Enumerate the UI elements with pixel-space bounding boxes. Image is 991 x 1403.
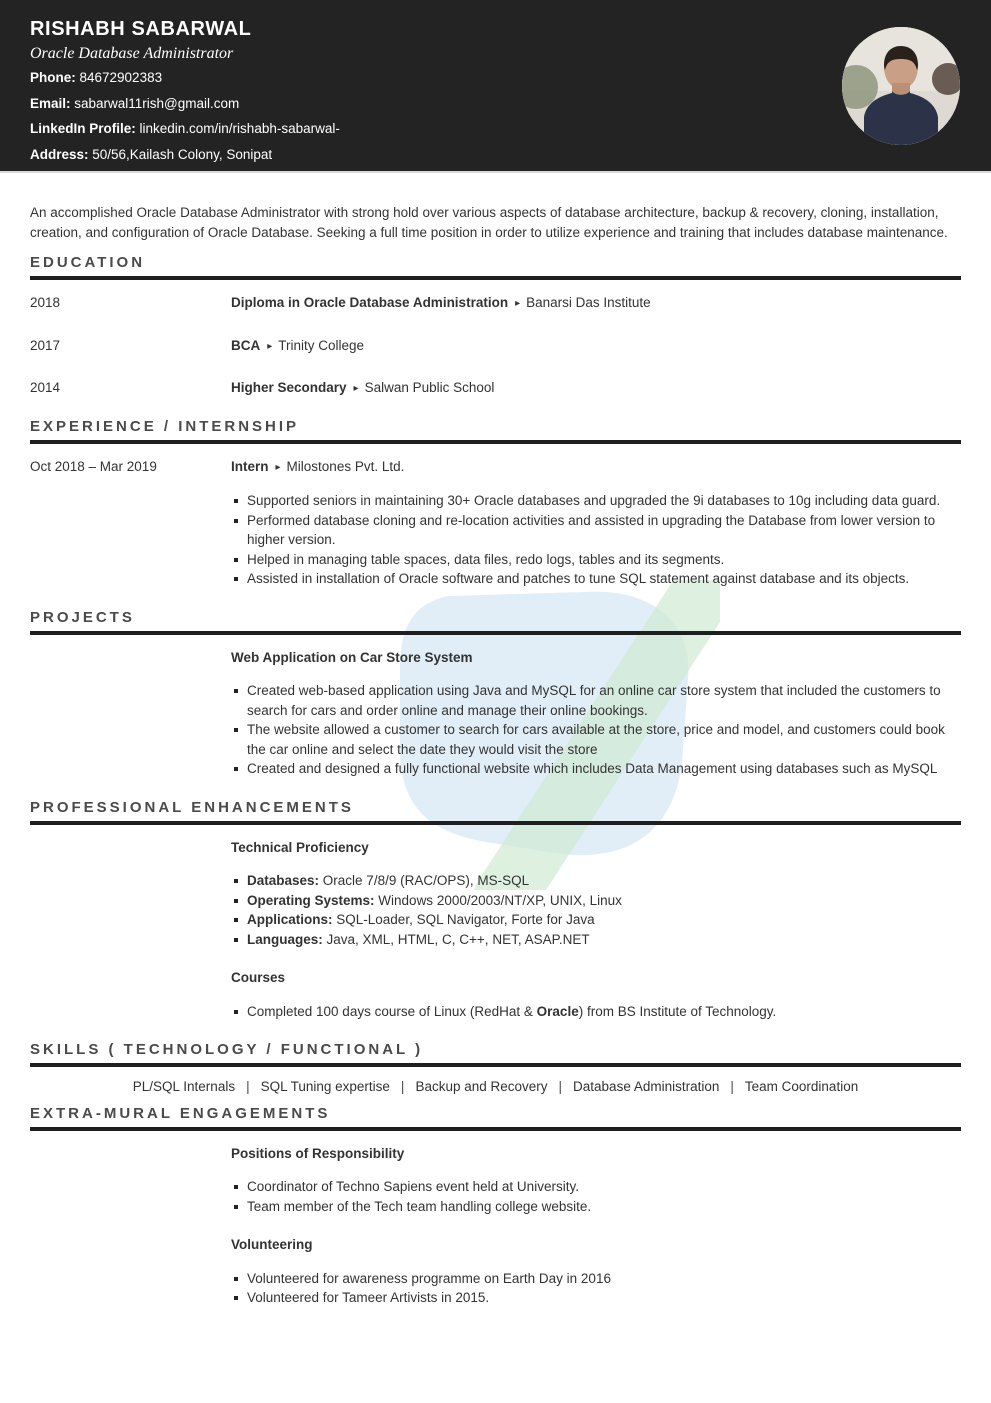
summary-paragraph: An accomplished Oracle Database Administrator with strong hold over various aspects of database architecture, backup & recovery, cloning, installation, creation, and configuration of Oracle Database. Seeking a full time position in order to utilize experience and training that includes database maintenance. — [30, 205, 948, 240]
section-heading-extramural: EXTRA-MURAL ENGAGEMENTS — [30, 1104, 331, 1122]
education-year: 2017 — [30, 337, 61, 353]
section-rule — [30, 440, 961, 444]
skill-item: Database Administration — [573, 1079, 720, 1094]
skill-separator: | — [246, 1079, 250, 1094]
education-degree: Diploma in Oracle Database Administration — [231, 295, 509, 310]
skill-item: SQL Tuning expertise — [260, 1079, 390, 1094]
section-rule — [30, 276, 961, 280]
courses-bullet-list — [30, 1002, 961, 1022]
project-title: Web Application on Car Store System — [231, 649, 473, 665]
email-label: Email: — [30, 95, 71, 111]
experience-bullet: Performed database cloning and re-location activities and assisted in upgrading the Database from lower version to higher version. — [233, 511, 961, 550]
proficiency-value: Java, XML, HTML, C, C++, NET, ASAP.NET — [322, 931, 590, 947]
experience-bullet: Assisted in installation of Oracle software and patches to tune SQL statement against database and its objects. — [233, 569, 961, 589]
education-degree: Higher Secondary — [231, 380, 347, 395]
experience-period: Oct 2018 – Mar 2019 — [30, 458, 157, 474]
section-heading-skills: SKILLS ( TECHNOLOGY / FUNCTIONAL ) — [30, 1041, 424, 1058]
proficiency-bullet — [233, 910, 961, 930]
experience-bullet-list — [30, 491, 961, 589]
candidate-name: RISHABH SABARWAL — [30, 18, 252, 40]
skill-item: Backup and Recovery — [415, 1079, 548, 1094]
skill-separator: | — [730, 1079, 734, 1094]
positions-title: Positions of Responsibility — [231, 1145, 405, 1161]
section-heading-experience: EXPERIENCE / INTERNSHIP — [30, 417, 300, 435]
contact-email — [30, 91, 961, 117]
email-value: sabarwal11rish@gmail.com — [70, 95, 240, 111]
linkedin-value: linkedin.com/in/rishabh-sabarwal- — [135, 121, 340, 136]
education-year: 2018 — [30, 295, 61, 310]
project-bullet: Created web-based application using Java and MySQL for an online car store system that included the customers to search for cars and order online and manage their online bookings. — [233, 681, 961, 720]
skill-separator: | — [400, 1079, 405, 1094]
section-heading-professional: PROFESSIONAL ENHANCEMENTS — [30, 798, 354, 816]
education-row — [30, 336, 961, 357]
proficiency-bullet-list — [30, 871, 961, 949]
course-bullet — [233, 1002, 961, 1022]
positions-bullet-list — [30, 1177, 961, 1216]
education-institute: Trinity College — [278, 337, 365, 353]
education-institute: Banarsi Das Institute — [526, 295, 651, 310]
arrow-separator-icon: ▸ — [515, 298, 521, 309]
section-rule — [30, 1063, 961, 1067]
course-text-prefix: Completed 100 days course of Linux (RedHat & — [247, 1003, 537, 1019]
arrow-separator-icon: ▸ — [267, 340, 273, 352]
contact-address — [30, 142, 961, 168]
education-row — [30, 293, 961, 314]
proficiency-bullet — [233, 871, 961, 891]
section-rule — [30, 1127, 961, 1131]
resume-header — [0, 0, 991, 173]
proficiency-label: Databases: — [247, 873, 320, 888]
project-bullet-list — [30, 681, 961, 779]
address-label: Address: — [30, 146, 89, 162]
proficiency-value: Windows 2000/2003/NT/XP, UNIX, Linux — [374, 892, 622, 908]
skills-line — [30, 1077, 961, 1097]
arrow-separator-icon: ▸ — [275, 461, 281, 473]
contact-linkedin — [30, 116, 961, 142]
proficiency-bullet — [233, 891, 961, 911]
linkedin-label: LinkedIn Profile: — [30, 121, 136, 136]
avatar — [842, 27, 960, 145]
experience-role: Intern — [231, 458, 269, 474]
position-bullet: Team member of the Tech team handling college website. — [233, 1197, 961, 1217]
proficiency-label: Applications: — [247, 912, 333, 927]
course-text-suffix: ) from BS Institute of Technology. — [578, 1003, 777, 1019]
proficiency-value: Oracle 7/8/9 (RAC/OPS), MS-SQL — [319, 873, 530, 888]
course-text-bold: Oracle — [536, 1003, 579, 1019]
volunteering-title: Volunteering — [231, 1237, 313, 1252]
proficiency-bullet — [233, 930, 961, 950]
technical-proficiency-title: Technical Proficiency — [231, 839, 369, 855]
skill-item: PL/SQL Internals — [132, 1079, 236, 1094]
courses-title: Courses — [231, 970, 286, 985]
education-institute: Salwan Public School — [364, 380, 495, 395]
education-degree: BCA — [231, 337, 261, 353]
phone-label: Phone: — [30, 70, 76, 85]
proficiency-value: SQL-Loader, SQL Navigator, Forte for Java — [332, 912, 595, 927]
profile-photo — [842, 27, 960, 145]
section-heading-projects: PROJECTS — [30, 608, 135, 626]
experience-bullet: Supported seniors in maintaining 30+ Oracle databases and upgraded the 9i databases to 10g including data guard. — [233, 491, 961, 511]
section-heading-education: EDUCATION — [30, 254, 146, 271]
section-rule — [30, 631, 961, 635]
project-bullet: The website allowed a customer to search for cars available at the store, price and model, and customers could book the car online and select the date they would visit the store — [233, 720, 961, 759]
arrow-separator-icon: ▸ — [353, 383, 359, 394]
volunteering-bullet: Volunteered for awareness programme on Earth Day in 2016 — [233, 1269, 961, 1289]
position-bullet: Coordinator of Techno Sapiens event held at University. — [233, 1177, 961, 1197]
volunteering-bullet-list — [30, 1269, 961, 1308]
job-title: Oracle Database Administrator — [30, 45, 234, 62]
section-rule — [30, 821, 961, 825]
resume-body — [0, 203, 991, 1308]
project-bullet: Created and designed a fully functional website which includes Data Management using databases such as MySQL — [233, 759, 961, 779]
proficiency-label: Languages: — [247, 931, 323, 947]
experience-company: Milostones Pvt. Ltd. — [286, 458, 405, 474]
experience-bullet: Helped in managing table spaces, data files, redo logs, tables and its segments. — [233, 550, 961, 570]
phone-value: 84672902383 — [75, 70, 163, 85]
education-year: 2014 — [30, 380, 61, 395]
proficiency-label: Operating Systems: — [247, 892, 375, 908]
address-value: 50/56,Kailash Colony, Sonipat — [88, 146, 273, 162]
experience-row — [30, 457, 961, 478]
education-row — [30, 378, 961, 399]
volunteering-bullet: Volunteered for Tameer Artivists in 2015. — [233, 1288, 961, 1308]
skill-separator: | — [558, 1079, 563, 1094]
skill-item: Team Coordination — [744, 1079, 859, 1094]
contact-phone — [30, 65, 961, 91]
